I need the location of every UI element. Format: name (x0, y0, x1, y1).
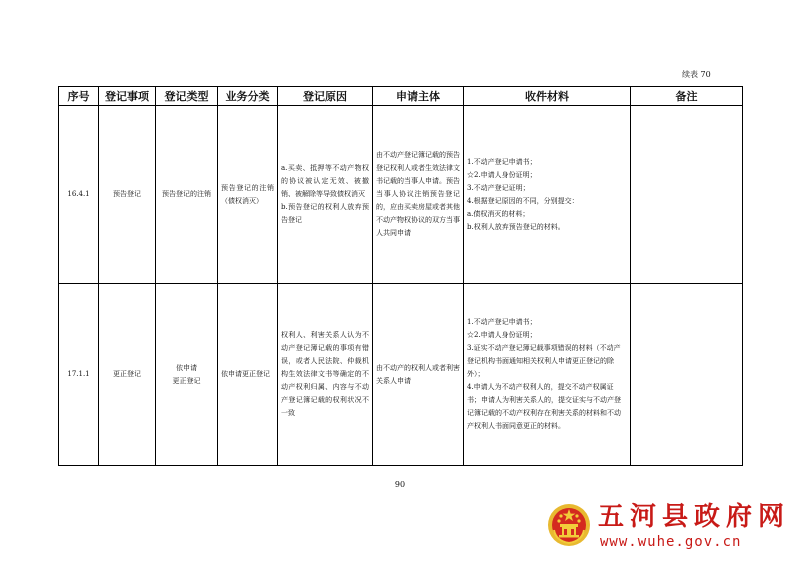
continuation-label: 续表 70 (682, 70, 711, 79)
cell-item: 更正登记 (99, 284, 156, 466)
cell-seq: 17.1.1 (59, 284, 99, 466)
header-remarks: 备注 (631, 87, 743, 106)
page-number: 90 (394, 480, 406, 489)
cell-type: 预告登记的注销 (156, 106, 218, 284)
cell-seq: 16.4.1 (59, 106, 99, 284)
header-materials: 收件材料 (464, 87, 631, 106)
cell-item: 预告登记 (99, 106, 156, 284)
cell-remarks (631, 284, 743, 466)
header-item: 登记事项 (99, 87, 156, 106)
cell-applicant: 由不动产的权利人或者利害关系人申请 (373, 284, 464, 466)
cell-materials: 1.不动产登记申请书； ☆2.申请人身份证明； 3.不动产登记证明； 4.根据登记原因的不同，分别提交： a.债权消灭的材料； b.权利人放弃预告登记的材料。 (464, 106, 631, 284)
cell-reason: 权利人、利害关系人认为不动产登记簿记载的事项有错误，或者人民法院、仲裁机构生效法律文书等确定的不动产权利归属、内容与不动产登记簿记载的权利状况不一致 (278, 284, 373, 466)
header-category: 业务分类 (218, 87, 278, 106)
registration-table (58, 86, 743, 466)
header-type: 登记类型 (156, 87, 218, 106)
table-header-row (59, 87, 743, 106)
national-emblem-icon (546, 502, 592, 548)
site-watermark (546, 500, 800, 552)
header-reason: 登记原因 (278, 87, 373, 106)
cell-reason: a.买卖、抵押等不动产物权的协议被认定无效、被撤销、被解除等导致债权消灭 b.预告登记的权利人放弃预告登记 (278, 106, 373, 284)
cell-remarks (631, 106, 743, 284)
cell-type: 依申请 更正登记 (156, 284, 218, 466)
watermark-url: www.wuhe.gov.cn (600, 534, 742, 550)
header-seq: 序号 (59, 87, 99, 106)
cell-materials: 1.不动产登记申请书； ☆2.申请人身份证明； 3.证实不动产登记簿记载事项错误的材料（不动产登记机构书面通知相关权利人申请更正登记的除外）； 4.申请人为不动产权利人的，提交不动产权属证书；申请人为利害关系人的，提交证实与不动产登记簿记载的不动产权利存在利害关系的材料和不动产权利人书面同意更正的材料。 (464, 284, 631, 466)
cell-category: 依申请更正登记 (218, 284, 278, 466)
cell-category: 预告登记的注销（债权消灭） (218, 106, 278, 284)
table-row (59, 284, 743, 466)
header-applicant: 申请主体 (373, 87, 464, 106)
table-row (59, 106, 743, 284)
cell-applicant: 由不动产登记簿记载的预告登记权利人或者生效法律文书记载的当事人申请。预告当事人协议注销预告登记的，应由买卖房屋或者其他不动产物权协议的双方当事人共同申请 (373, 106, 464, 284)
watermark-title: 五河县政府网 (598, 502, 791, 532)
